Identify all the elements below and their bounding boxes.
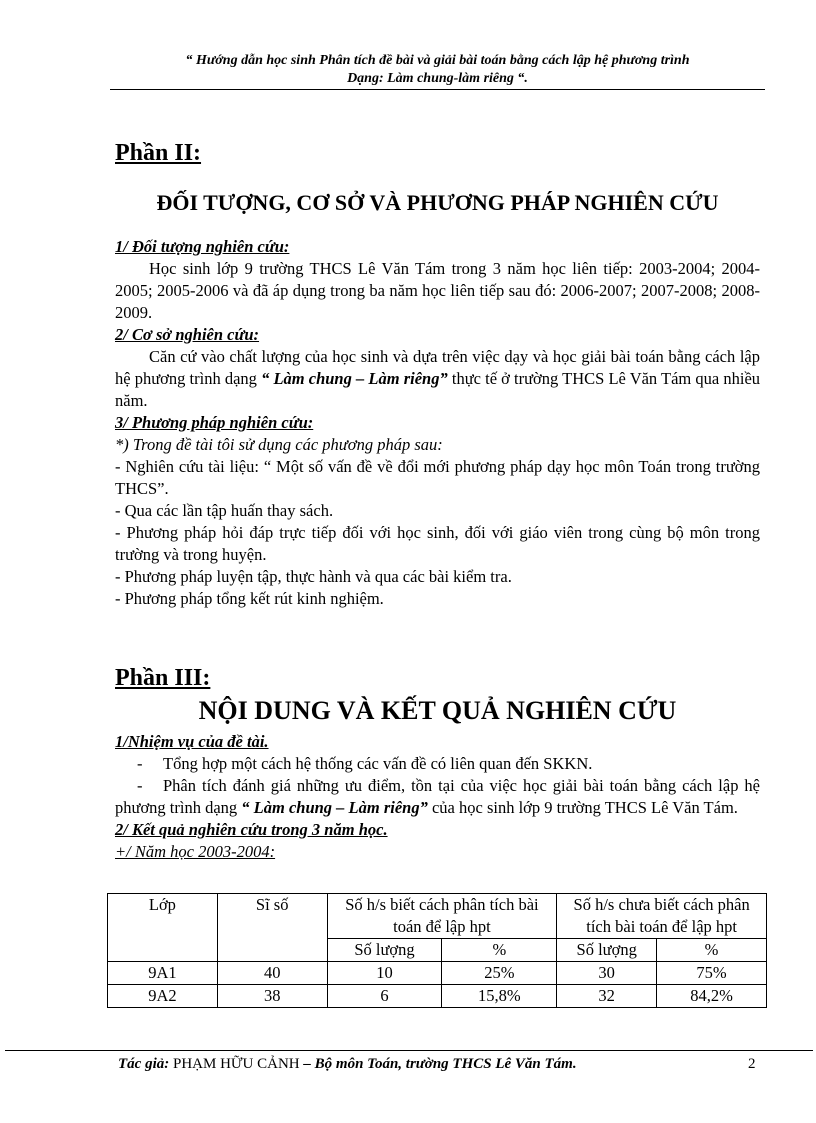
table-row	[108, 962, 767, 985]
header-lop: Lớp	[108, 894, 218, 962]
basis-text-a: Căn cứ vào chất lượng của học sinh và dựa trên việc dạy và học giải bài toán bằng cách lập hệ phương trình dạng	[115, 347, 760, 388]
page-header	[110, 52, 765, 90]
method-item: - Qua các lần tập huấn thay sách.	[115, 501, 334, 520]
basis-text-b: thực tế ở trường THCS Lê Văn Tám qua nhiều năm.	[115, 369, 761, 410]
header-chua-biet: Số h/s chưa biết cách phân tích bài toán để lập hpt	[557, 894, 767, 939]
subheader-pct: %	[442, 939, 557, 962]
section-method-title: 3/ Phương pháp nghiên cứu:	[115, 413, 314, 432]
section-basis-text	[115, 346, 760, 412]
part-3-title: Phần III:	[115, 665, 211, 691]
dash-marker: -	[137, 754, 143, 773]
page-content	[115, 138, 760, 863]
subheader-so-luong: Số lượng	[327, 939, 442, 962]
cell-lop: 9A2	[108, 985, 218, 1008]
school-year-label: +/ Năm học 2003-2004:	[115, 842, 276, 861]
task-item	[115, 753, 760, 775]
footer-divider	[5, 1050, 813, 1051]
cell-chua-sl: 32	[557, 985, 657, 1008]
header-biet: Số h/s biết cách phân tích bài toán để lập hpt	[327, 894, 557, 939]
author-affiliation: – Bộ môn Toán, trường THCS Lê Văn Tám.	[303, 1056, 577, 1072]
task-item	[115, 775, 760, 819]
task-item-text-a: Phân tích đánh giá những ưu điểm, tồn tại của việc học giải bài toán bằng cách lập hệ phương trình dạng	[115, 776, 760, 817]
cell-si-so: 40	[217, 962, 327, 985]
cell-biet-pct: 25%	[442, 962, 557, 985]
method-item: - Phương pháp hỏi đáp trực tiếp đối với học sinh, đối với giáo viên trong cùng bộ môn trong trường và trong huyện.	[115, 523, 760, 564]
part-3-heading: NỘI DUNG VÀ KẾT QUẢ NGHIÊN CỨU	[198, 696, 677, 725]
cell-chua-pct: 75%	[657, 962, 767, 985]
section-results-title: 2/ Kết quả nghiên cứu trong 3 năm học.	[115, 820, 388, 839]
task-item-text-b: của học sinh lớp 9 trường THCS Lê Văn Tám.	[431, 798, 738, 817]
header-si-so: Sĩ số	[217, 894, 327, 962]
page-footer	[118, 1056, 577, 1073]
results-table	[107, 893, 767, 1008]
cell-lop: 9A1	[108, 962, 218, 985]
part-2-heading: ĐỐI TƯỢNG, CƠ SỞ VÀ PHƯƠNG PHÁP NGHIÊN CỨU	[156, 190, 719, 215]
cell-chua-sl: 30	[557, 962, 657, 985]
cell-chua-pct: 84,2%	[657, 985, 767, 1008]
part-2-title: Phần II:	[115, 140, 202, 166]
method-item: - Phương pháp luyện tập, thực hành và qua các bài kiểm tra.	[115, 567, 512, 586]
section-basis-title: 2/ Cơ sở nghiên cứu:	[115, 325, 260, 344]
header-line-1: “ Hướng dẫn học sinh Phân tích đề bài và giải bài toán bằng cách lập hệ phương trình	[185, 53, 690, 68]
method-intro: *) Trong đề tài tôi sử dụng các phương pháp sau:	[115, 435, 443, 454]
method-item: - Nghiên cứu tài liệu: “ Một số vấn đề về đổi mới phương pháp dạy học môn Toán trong trường THCS”.	[115, 457, 760, 498]
table-row	[108, 985, 767, 1008]
section-subject-title: 1/ Đối tượng nghiên cứu:	[115, 237, 290, 256]
method-item: - Phương pháp tổng kết rút kinh nghiệm.	[115, 589, 384, 608]
cell-biet-sl: 10	[327, 962, 442, 985]
subheader-pct: %	[657, 939, 767, 962]
dash-marker: -	[137, 776, 143, 795]
header-line-2: Dạng: Làm chung-làm riêng “.	[347, 71, 528, 86]
section-subject-text: Học sinh lớp 9 trường THCS Lê Văn Tám trong 3 năm học liên tiếp: 2003-2004; 2004-2005; 2005-2006 và đã áp dụng trong ba năm học liên tiếp sau đó: 2006-2007; 2007-2008; 2008-2009.	[115, 259, 760, 322]
subheader-so-luong: Số lượng	[557, 939, 657, 962]
basis-emphasis: “ Làm chung – Làm riêng”	[261, 369, 448, 388]
task-item-text: Tổng hợp một cách hệ thống các vấn đề có liên quan đến SKKN.	[163, 754, 593, 773]
cell-si-so: 38	[217, 985, 327, 1008]
cell-biet-sl: 6	[327, 985, 442, 1008]
author-name: PHẠM HỮU CẢNH	[172, 1056, 300, 1072]
table-header-row	[108, 894, 767, 939]
cell-biet-pct: 15,8%	[442, 985, 557, 1008]
page-number: 2	[748, 1056, 756, 1072]
section-tasks-title: 1/Nhiệm vụ của đề tài.	[115, 732, 269, 751]
author-label: Tác giả:	[118, 1056, 170, 1072]
task-item-emphasis: “ Làm chung – Làm riêng”	[241, 798, 428, 817]
